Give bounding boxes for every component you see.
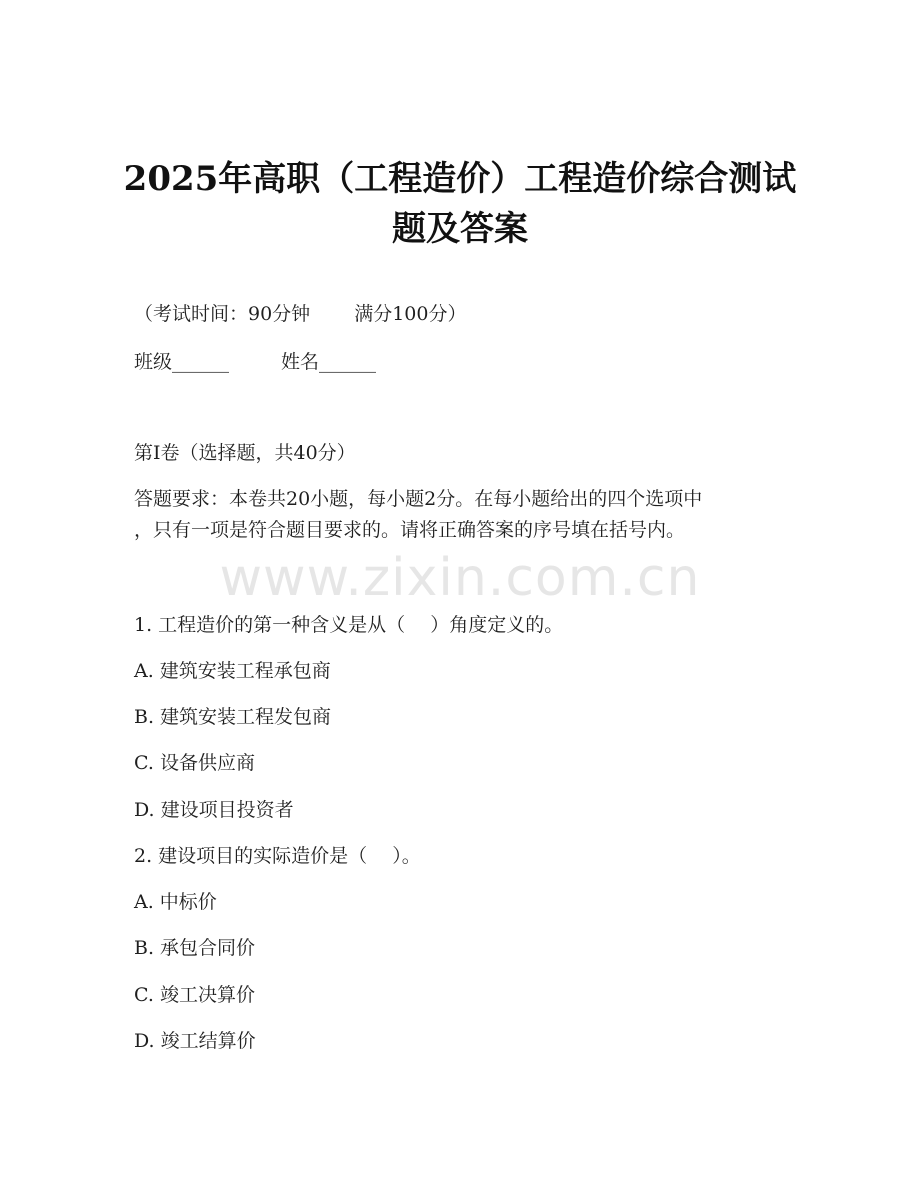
student-info — [134, 351, 376, 373]
question-2-option-c: C. 竣工决算价 — [134, 984, 255, 1006]
question-2-option-b: B. 承包合同价 — [134, 937, 256, 959]
question-2-option-d: D. 竣工结算价 — [134, 1030, 256, 1052]
section-title: 第I卷（选择题，共40分） — [134, 442, 356, 464]
question-2-stem: 2. 建设项目的实际造价是（ ）。 — [134, 845, 421, 867]
exam-info — [134, 303, 466, 325]
class-field: 班级______ — [134, 351, 230, 373]
exam-time: （考试时间：90分钟 — [134, 303, 311, 325]
question-2-option-a: A. 中标价 — [134, 891, 217, 913]
full-score: 满分100分） — [354, 303, 467, 325]
watermark: www.zixin.com.cn — [219, 548, 701, 608]
document-title-line1: 2025年高职（工程造价）工程造价综合测试 — [123, 159, 797, 199]
instructions-line1: 答题要求：本卷共20小题，每小题2分。在每小题给出的四个选项中 — [134, 488, 703, 510]
question-1-option-b: B. 建筑安装工程发包商 — [134, 706, 332, 728]
question-1-option-a: A. 建筑安装工程承包商 — [134, 660, 331, 682]
document-title-line2: 题及答案 — [392, 209, 528, 249]
question-1-stem: 1. 工程造价的第一种含义是从（ ）角度定义的。 — [134, 614, 564, 636]
name-field: 姓名______ — [281, 351, 377, 373]
question-1-option-d: D. 建设项目投资者 — [134, 799, 294, 821]
question-1-option-c: C. 设备供应商 — [134, 752, 255, 774]
instructions-line2: ，只有一项是符合题目要求的。请将正确答案的序号填在括号内。 — [134, 519, 686, 541]
